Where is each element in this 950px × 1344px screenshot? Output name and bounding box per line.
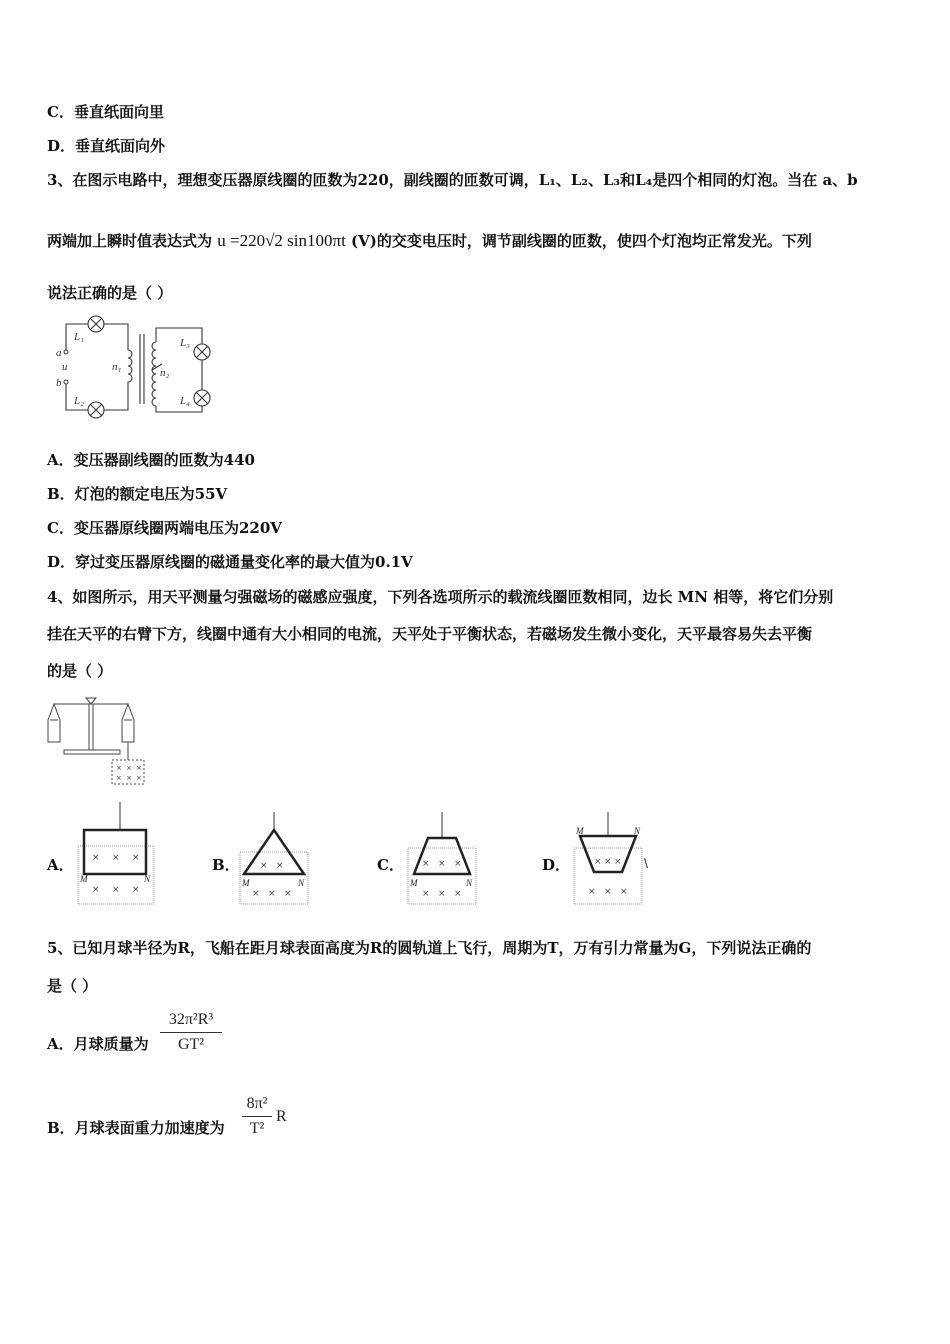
field-x: ×	[614, 857, 622, 867]
q3-line2-pre: 两端加上瞬时值表达式为	[47, 232, 213, 250]
label-L2: L₂	[74, 395, 84, 407]
q4-text-line3: 的是（ ）	[47, 662, 113, 680]
transformer-circuit-diagram	[52, 312, 222, 424]
q4-option-b-label: B．	[212, 856, 240, 874]
field-x: ×	[284, 889, 292, 899]
q4-option-d-label: D．	[542, 856, 571, 874]
label-M-a: M	[80, 874, 88, 884]
field-x: ×	[132, 853, 140, 863]
q5-option-a-fraction	[160, 1010, 222, 1055]
field-x: ×	[438, 859, 446, 869]
coil-d-inverted-trapezoid	[570, 812, 656, 908]
fraction-numerator: 8π²	[246, 1095, 268, 1112]
q3-text-line1: 3、在图示电路中，理想变压器原线圈的匝数为220，副线圈的匝数可调，L₁、L₂、L₃和L₄是四个相同的灯泡。当在 a、b	[47, 171, 858, 189]
q3-formula: u =220√2 sin100πt	[217, 231, 346, 250]
field-x-row1: ×	[116, 764, 122, 772]
q5-option-b-label: B．月球表面重力加速度为	[47, 1119, 225, 1137]
label-L1: L₁	[74, 331, 84, 343]
field-x: ×	[92, 885, 100, 895]
field-x: ×	[454, 889, 462, 899]
coil-c-trapezoid	[404, 812, 480, 908]
balance-scale-figure	[42, 690, 152, 790]
q5-text-line1: 5、已知月球半径为R，飞船在距月球表面高度为R的圆轨道上飞行，周期为T，万有引力常量为G，下列说法正确的	[47, 939, 812, 957]
field-x: ×	[594, 857, 602, 867]
label-u: u	[62, 361, 68, 373]
field-x: ×	[276, 861, 284, 871]
q3-text-line3: 说法正确的是（ ）	[47, 284, 173, 302]
q3-option-c: C．变压器原线圈两端电压为220V	[47, 519, 282, 537]
fraction-denominator: T²	[249, 1120, 265, 1137]
field-x: ×	[620, 887, 628, 897]
field-x: ×	[454, 859, 462, 869]
label-N-b: N	[298, 878, 305, 888]
field-x: ×	[252, 889, 260, 899]
field-x: ×	[126, 774, 132, 782]
q4-text-line2: 挂在天平的右臂下方，线圈中通有大小相同的电流，天平处于平衡状态，若磁场发生微小变化，天平最容易失去平衡	[47, 625, 813, 643]
label-N-c: N	[466, 878, 473, 888]
field-x: ×	[136, 764, 142, 772]
q5-option-a-label: A．月球质量为	[47, 1035, 149, 1053]
coil-b-triangle	[236, 812, 312, 908]
field-x: ×	[136, 774, 142, 782]
q3-option-b: B．灯泡的额定电压为55V	[47, 485, 228, 503]
label-M-d: M	[576, 826, 584, 836]
q3-option-d: D．穿过变压器原线圈的磁通量变化率的最大值为0.1V	[47, 553, 413, 571]
field-x: ×	[422, 889, 430, 899]
field-x: ×	[126, 764, 132, 772]
field-x: ×	[116, 774, 122, 782]
field-x: ×	[588, 887, 596, 897]
q4-option-c-label: C．	[377, 856, 404, 874]
q3-option-a: A．变压器副线圈的匝数为440	[47, 451, 255, 469]
label-n2: n₂	[160, 367, 170, 379]
q5-option-b-tail: R	[276, 1108, 287, 1125]
field-x: ×	[92, 853, 100, 863]
option-d-prev: D．垂直纸面向外	[47, 137, 166, 155]
label-M-c: M	[410, 878, 418, 888]
label-n1: n₁	[112, 361, 122, 373]
field-x: ×	[260, 861, 268, 871]
stray-mark: \	[644, 855, 648, 871]
fraction-numerator: 32π²R³	[168, 1011, 214, 1028]
q5-option-b-fraction	[242, 1094, 272, 1139]
label-L4: L₄	[180, 395, 190, 407]
label-N-d: N	[634, 826, 641, 836]
label-M-b: M	[242, 878, 250, 888]
field-x: ×	[112, 885, 120, 895]
field-x: ×	[422, 859, 430, 869]
field-x: ×	[112, 853, 120, 863]
label-b: b	[56, 377, 62, 389]
option-c-prev: C．垂直纸面向里	[47, 103, 164, 121]
fraction-denominator: GT²	[177, 1036, 205, 1053]
field-x: ×	[604, 887, 612, 897]
q3-text-line2	[47, 231, 812, 251]
field-x: ×	[132, 885, 140, 895]
label-N-a: N	[144, 874, 151, 884]
label-a: a	[56, 347, 62, 359]
q5-text-line2: 是（ ）	[47, 977, 98, 995]
q3-line2-post: (V)的交变电压时，调节副线圈的匝数，使四个灯泡均正常发光。下列	[351, 232, 812, 250]
field-x: ×	[268, 889, 276, 899]
field-x: ×	[438, 889, 446, 899]
coil-a-rectangle	[74, 802, 158, 908]
field-x: ×	[604, 857, 612, 867]
label-L3: L₃	[180, 337, 190, 349]
q4-text-line1: 4、如图所示，用天平测量匀强磁场的磁感应强度，下列各选项所示的载流线圈匝数相同，边长 MN 相等，将它们分别	[47, 588, 834, 606]
q4-option-a-label: A．	[47, 856, 74, 874]
